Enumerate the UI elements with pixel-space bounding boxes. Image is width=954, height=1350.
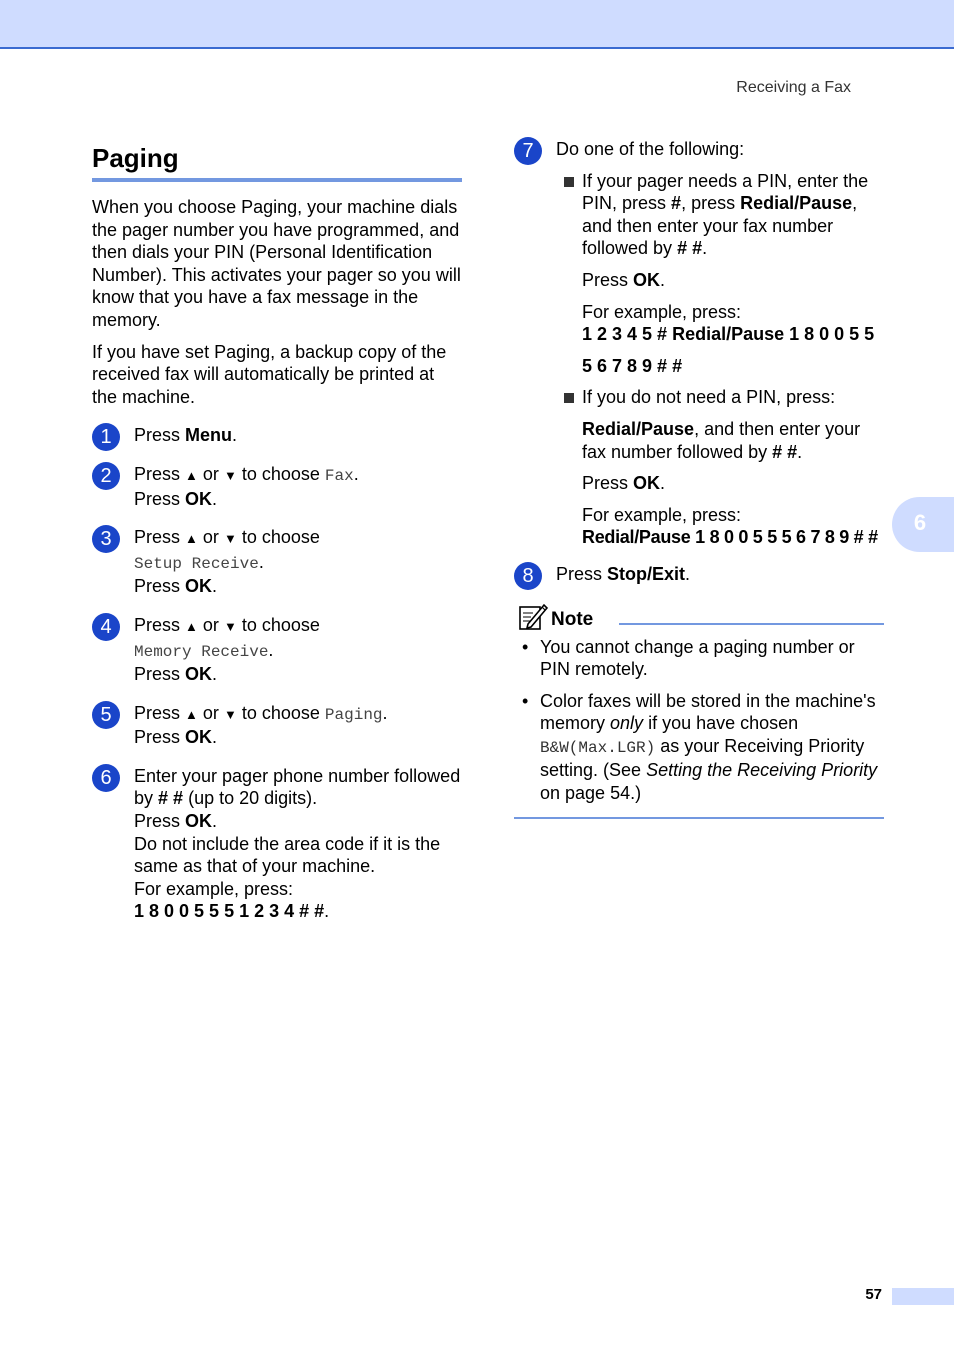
ok-key: OK bbox=[185, 811, 213, 832]
note-item: • You cannot change a paging number or PIN remotely. bbox=[522, 636, 855, 680]
ok-key: OK bbox=[185, 488, 213, 509]
step-7: 7 Do one of the following: If your pager needs a PIN, enter the PIN, press #, press Redial/Pause, and then enter your fax number followed by # #. Press OK. For example, press: 1 2 3 4 5 # Redial/Pause 1 8 0 0 5 5 5 6 7 8 9 # # If you do not need a PIN, press: Redial/Pause, and then enter your fax number followed by # #. Press OK. For example, press: Redial/Pause 1 8 0 0 5 5 5 6 7 8 9 # # bbox=[514, 138, 884, 549]
up-arrow-icon: ▲ bbox=[185, 531, 198, 547]
up-arrow-icon: ▲ bbox=[185, 706, 198, 722]
ok-key: OK bbox=[185, 576, 213, 597]
chapter-number: 6 bbox=[913, 510, 927, 535]
stop-exit-key: Stop/Exit bbox=[607, 563, 686, 584]
ok-key: OK bbox=[633, 269, 661, 290]
note-item: • Color faxes will be stored in the machine's memory only if you have chosen B&W(Max.LGR) as your Receiving Priority setting. (See Setting the Receiving Priority on page 54.) bbox=[522, 690, 878, 804]
right-column bbox=[514, 138, 884, 819]
page-number-bar bbox=[892, 1288, 954, 1305]
ok-key: OK bbox=[633, 473, 661, 494]
step-number: 5 bbox=[92, 701, 120, 729]
running-header: Receiving a Fax bbox=[736, 79, 851, 96]
down-arrow-icon: ▼ bbox=[223, 531, 237, 547]
step-number: 4 bbox=[92, 613, 120, 641]
step-3: 3 Press ▲ or ▼ to choose Setup Receive. Press OK. bbox=[92, 526, 462, 598]
ok-key: OK bbox=[185, 664, 213, 685]
example-pin-line2: 5 6 7 8 9 # # bbox=[582, 355, 683, 376]
menu-key: Menu bbox=[185, 425, 233, 446]
step-number: 3 bbox=[92, 525, 120, 553]
note-divider bbox=[619, 623, 884, 625]
down-arrow-icon: ▼ bbox=[223, 467, 237, 483]
step-number: 2 bbox=[92, 462, 120, 490]
note-label: Note bbox=[551, 608, 594, 630]
example-pin-line1: 1 2 3 4 5 # Redial/Pause 1 8 0 0 5 5 bbox=[582, 324, 875, 345]
lcd-option: Memory Receive bbox=[134, 642, 269, 661]
down-arrow-icon: ▼ bbox=[223, 706, 237, 722]
page-number: 57 bbox=[865, 1286, 882, 1303]
chapter-tab bbox=[892, 497, 954, 552]
step-8: 8 Press Stop/Exit. bbox=[514, 563, 884, 586]
step-6: 6 Enter your pager phone number followed by # # (up to 20 digits). Press OK. Do not include the area code if it is the same as that of your machine. For example, press: 1 8 0 0 5 5 5 1 2 3 4 # #. bbox=[92, 765, 462, 923]
step-1: 1 Press Menu. bbox=[92, 424, 462, 447]
note-bottom-divider bbox=[514, 817, 884, 819]
option-with-pin: If your pager needs a PIN, enter the PIN, press #, press Redial/Pause, and then enter your fax number followed by # #. bbox=[556, 170, 884, 260]
note-box bbox=[514, 602, 884, 819]
step-number: 7 bbox=[514, 137, 542, 165]
lcd-option: Fax bbox=[324, 466, 354, 485]
backup-paragraph: If you have set Paging, a backup copy of the received fax will automatically be printed at the machine. bbox=[92, 341, 447, 407]
cross-reference-link[interactable]: Setting the Receiving Priority bbox=[646, 760, 878, 781]
step-number: 8 bbox=[514, 562, 542, 590]
section-title: Paging bbox=[92, 140, 462, 182]
step-4: 4 Press ▲ or ▼ to choose Memory Receive. Press OK. bbox=[92, 614, 462, 686]
down-arrow-icon: ▼ bbox=[223, 618, 237, 634]
header-band bbox=[0, 0, 954, 49]
option-without-pin: If you do not need a PIN, press: bbox=[556, 386, 884, 409]
ok-key: OK bbox=[185, 727, 213, 748]
example-number: 1 8 0 0 5 5 5 1 2 3 4 # # bbox=[134, 901, 325, 922]
lcd-option: Setup Receive bbox=[134, 554, 259, 573]
step-number: 6 bbox=[92, 764, 120, 792]
note-pencil-icon bbox=[518, 602, 548, 632]
left-column bbox=[92, 140, 462, 923]
lcd-option: Paging bbox=[324, 705, 383, 724]
square-bullet-icon bbox=[564, 393, 574, 403]
up-arrow-icon: ▲ bbox=[185, 467, 198, 483]
step-number: 1 bbox=[92, 423, 120, 451]
step-5: 5 Press ▲ or ▼ to choose Paging. Press OK. bbox=[92, 702, 462, 749]
intro-paragraph: When you choose Paging, your machine dials the pager number you have programmed, and then dials your PIN (Personal Identification Number). This activates your pager so you will know that you have a fax message in the memory. bbox=[92, 197, 461, 330]
step-2: 2 Press ▲ or ▼ to choose Fax. Press OK. bbox=[92, 463, 462, 510]
up-arrow-icon: ▲ bbox=[185, 618, 198, 634]
area-code-note: Do not include the area code if it is the same as that of your machine. bbox=[134, 833, 441, 877]
example-no-pin: Redial/Pause 1 8 0 0 5 5 5 6 7 8 9 # # bbox=[582, 527, 878, 548]
square-bullet-icon bbox=[564, 177, 574, 187]
